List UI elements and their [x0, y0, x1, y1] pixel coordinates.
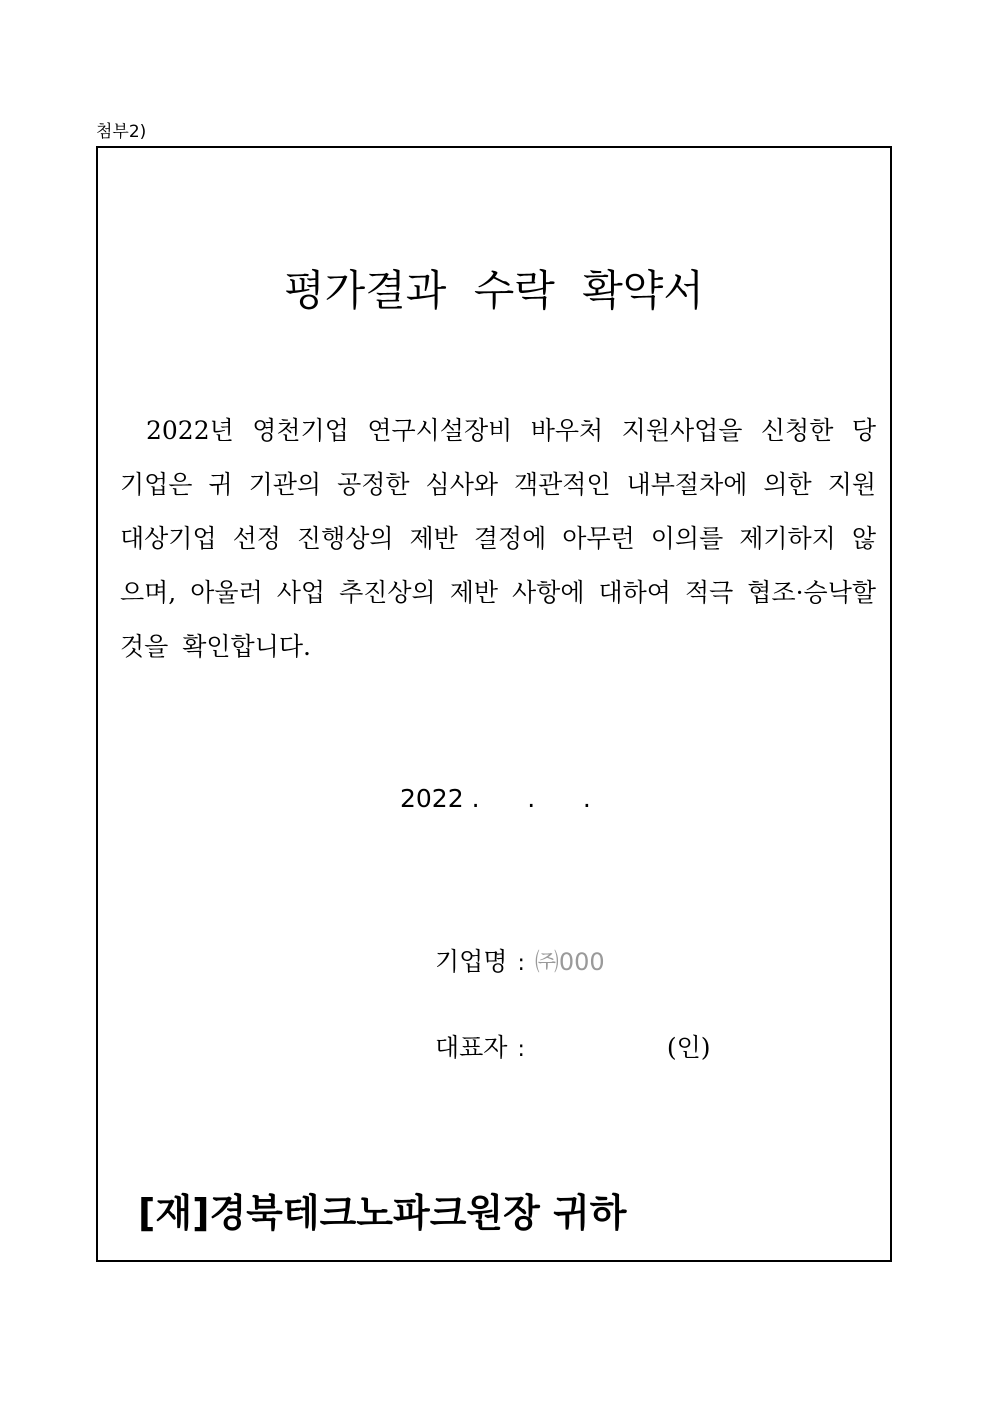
company-name-field — [435, 942, 605, 978]
addressee: [재]경북테크노파크원장 귀하 — [138, 1191, 627, 1235]
attachment-label: 첨부2) — [96, 122, 147, 142]
representative-label: 대표자 — [435, 1033, 508, 1062]
company-name-label: 기업명 — [435, 947, 508, 976]
representative-separator: : — [517, 1037, 525, 1062]
representative-field — [435, 1028, 711, 1064]
seal-mark: (인) — [666, 1033, 711, 1062]
document-title: 평가결과 수락 확약서 — [284, 266, 704, 315]
date-line: 2022 . . . — [400, 784, 591, 813]
company-name-separator: : — [517, 951, 525, 976]
pledge-body-text: 2022년 영천기업 연구시설장비 바우처 지원사업을 신청한 당 기업은 귀 기관의 공정한 심사와 객관적인 내부절차에 의한 지원 대상기업 선정 진행상의 제반 결정에 아무런 이의를 제기하지 않으며, 아울러 사업 추진상의 제반 사항에 대하여 적극 협조·승낙할 것을 확인합니다. — [120, 416, 876, 661]
document-frame — [96, 146, 892, 1262]
company-name-value: ㈜000 — [534, 948, 605, 976]
